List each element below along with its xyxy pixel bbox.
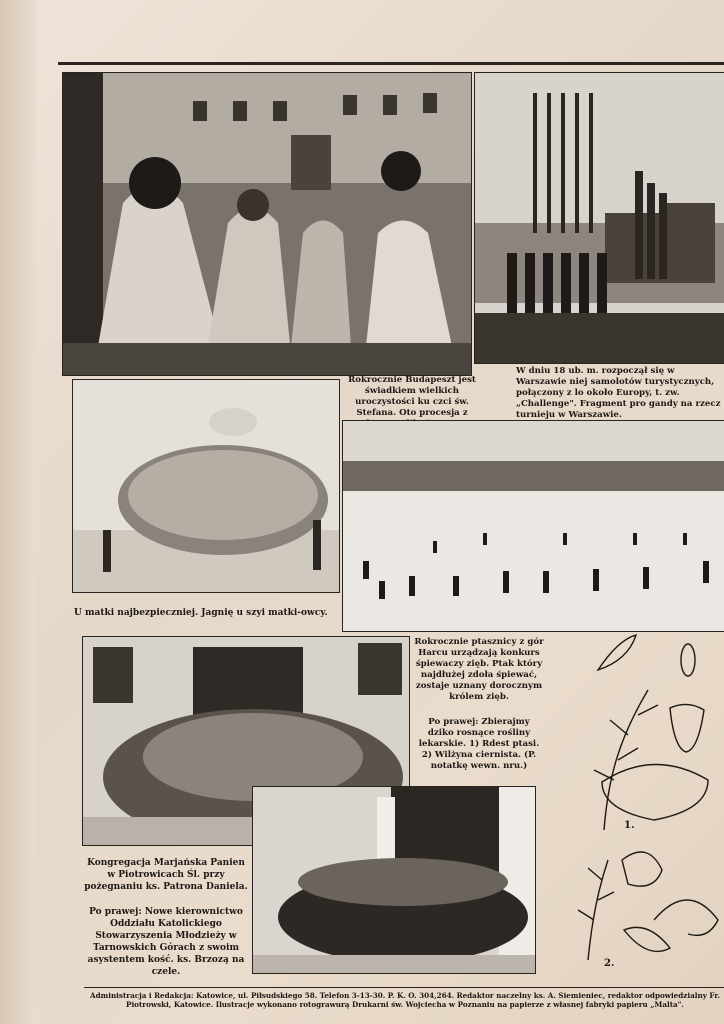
caption-sheep-text: U matki najbezpieczniej. Jagnię u szyi matki-owcy. [74,608,328,618]
caption-association [84,906,248,978]
photo-harz-field [342,420,724,632]
photo-youth-association [252,786,536,974]
plant-illustrations [558,630,724,980]
caption-warsaw [516,366,724,421]
caption-plants-text: Po prawej: Zbierajmy dziko rosnące rośliny lekarskie. 1) Rdest ptasi. 2) Wilżyna ciernista. (P. notatkę wewn. nru.) [418,717,540,771]
footer-rule [84,987,724,988]
photo-budapest-procession [62,72,472,376]
footer-imprint-text: Administracja i Redakcja: Katowice, ul. Piłsudskiego 58. Telefon 3-13-30. P. K. O. 304,264. Redaktor naczelny ks. A. Siemieniec, redaktor odpowiedzialny Fr. Piotrowski, Katowice. Ilustracje wykonano rotograwurą Drukarni św. Wojciecha w Poznaniu na papierze z własnej fabryki papieru „Malta". [90,991,720,1009]
top-rule [58,62,724,65]
caption-congregation [84,857,248,893]
caption-association-text: Po prawej: Nowe kierownictwo Oddziału Katolickiego Stowarzyszenia Młodzieży w Tarnowskich Górach z swoim asystentem kość. ks. Brzozą na czele. [87,907,245,977]
plant-label-2 [604,958,614,969]
plant-label-2-text: 2. [604,958,615,969]
plant-label-1-text: 1. [624,820,635,831]
caption-congregation-text: Kongregacja Marjańska Panien w Piotrowicach Śl. przy pożegnaniu ks. Patrona Daniela. [84,858,248,892]
caption-budapest-text: Rokrocznie Budapeszt jest świadkiem wielkich uroczystości ku czci św. Stefana. Oto procesja z [348,375,476,418]
caption-plants [414,717,544,772]
page-fold-shadow [0,0,36,1024]
caption-sheep [74,608,344,619]
caption-harz [414,637,544,703]
caption-warsaw-text: W dniu 18 ub. m. rozpoczął się w Warszawie niej samolotów turystycznych, połączony z lo około Europy, t. zw. „Challenge". Fragment pro gandy na rzecz turnieju w Warszawie. [516,366,721,420]
footer-imprint [86,991,724,1009]
plant-label-1 [624,820,634,831]
photo-sheep [72,379,340,593]
photo-warsaw-challenge [474,72,724,364]
caption-harz-text: Rokrocznie ptasznicy z gór Harcu urządzają konkurs śpiewaczy zięb. Ptak który najdłużej zdoła śpiewać, zostaje uznany dorocznym królem zięb. [414,637,544,702]
